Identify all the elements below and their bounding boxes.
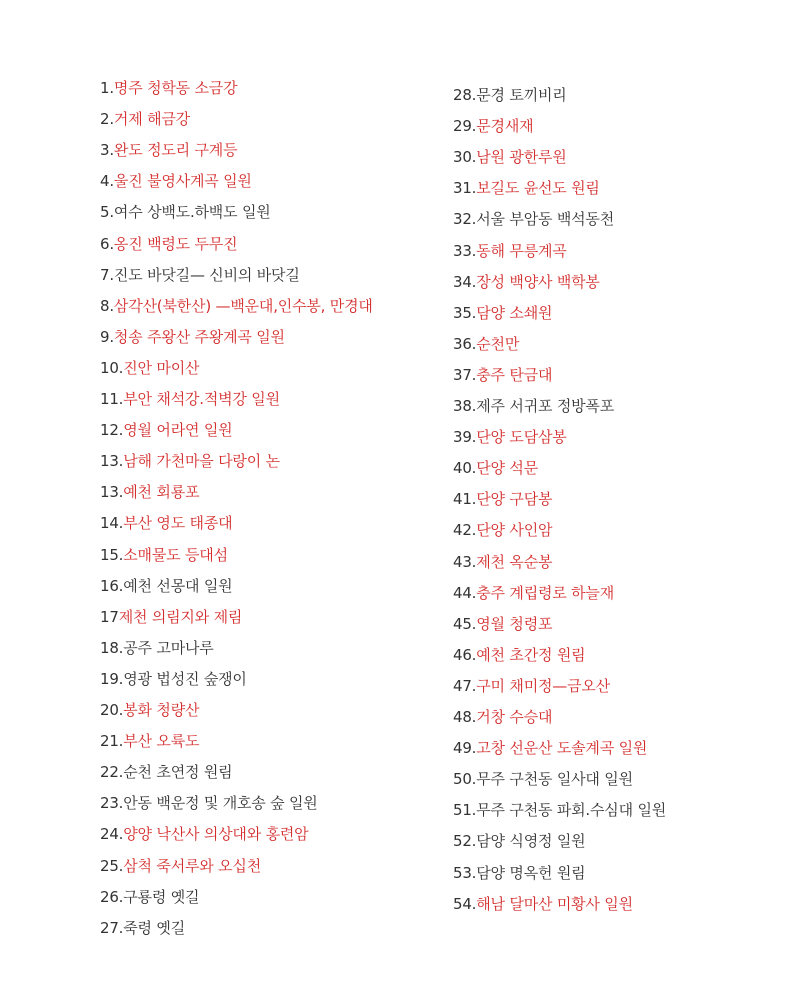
item-text: 예천 초간정 원림 (476, 645, 586, 664)
list-item (453, 147, 567, 167)
list-item (453, 303, 552, 323)
item-text: 단양 사인암 (476, 521, 553, 540)
item-number: 22. (100, 763, 124, 782)
list-item (100, 669, 247, 689)
item-text: 담양 소쇄원 (476, 303, 553, 322)
item-text: 예천 회룡포 (123, 483, 200, 502)
item-text: 부산 오륙도 (123, 732, 200, 751)
item-number: 41. (453, 490, 477, 509)
item-number: 39. (453, 428, 477, 447)
list-item (453, 520, 552, 540)
item-text: 부산 영도 태종대 (123, 514, 233, 533)
item-number: 25. (100, 856, 124, 875)
list-item (100, 327, 285, 347)
list-item (453, 241, 567, 261)
list-item (453, 738, 647, 758)
list-item (453, 178, 600, 198)
item-number: 2. (100, 110, 114, 129)
item-text: 삼각산(북한산) —백운대,인수봉, 만경대 (113, 296, 373, 315)
item-text: 예천 선몽대 일원 (123, 576, 233, 595)
list-item (100, 762, 232, 782)
item-number: 54. (453, 894, 477, 913)
item-number: 31. (453, 179, 477, 198)
item-text: 남원 광한루원 (476, 148, 567, 167)
item-number: 53. (453, 863, 477, 882)
item-number: 13. (100, 452, 124, 471)
item-number: 30. (453, 148, 477, 167)
item-number: 33. (453, 241, 477, 260)
item-text: 여수 상백도.하백도 일원 (113, 203, 271, 222)
item-number: 40. (453, 459, 477, 478)
item-text: 충주 계립령로 하늘재 (476, 583, 615, 602)
item-text: 무주 구천동 파회.수심대 일원 (476, 801, 667, 820)
item-text: 삼척 죽서루와 오십천 (123, 856, 262, 875)
item-text: 문경새재 (476, 117, 534, 136)
item-text: 부안 채석강.적벽강 일원 (123, 390, 280, 408)
item-number: 23. (100, 794, 124, 813)
list-item (100, 700, 199, 720)
item-text: 소매물도 등대섬 (123, 545, 228, 564)
item-text: 영월 어라연 일원 (123, 421, 233, 440)
item-text: 제주 서귀포 정방폭포 (476, 397, 615, 415)
item-number: 36. (453, 334, 477, 353)
item-number: 43. (453, 552, 477, 571)
item-text: 안동 백운정 및 개호송 숲 일원 (123, 794, 318, 813)
item-text: 충주 탄금대 (476, 365, 553, 384)
item-number: 42. (453, 521, 477, 540)
item-number: 50. (453, 770, 477, 789)
item-text: 구미 채미정—금오산 (476, 676, 610, 695)
list-item (100, 638, 214, 658)
list-item (453, 209, 614, 229)
list-item (453, 85, 567, 105)
item-number: 5. (100, 203, 114, 222)
item-number: 7. (100, 265, 114, 284)
list-item (100, 918, 185, 938)
item-text: 제천 의림지와 제림 (118, 607, 243, 626)
list-item (100, 202, 271, 222)
list-item (100, 856, 261, 876)
item-text: 동해 무릉계곡 (476, 241, 567, 260)
item-number: 13. (100, 483, 124, 502)
list-item (453, 458, 538, 478)
item-text: 공주 고마나루 (123, 638, 214, 657)
item-text: 남해 가천마을 다랑이 논 (123, 452, 280, 471)
item-number: 27. (100, 918, 124, 937)
item-number: 20. (100, 701, 124, 719)
item-text: 거제 해금강 (113, 110, 190, 129)
list-item (100, 296, 373, 316)
item-number: 52. (453, 832, 477, 851)
item-number: 6. (100, 234, 114, 253)
list-item (100, 265, 300, 285)
item-text: 단양 구담봉 (476, 490, 553, 509)
list-item (453, 334, 519, 354)
list-item (100, 824, 308, 844)
item-text: 영월 청령포 (476, 614, 553, 633)
item-text: 장성 백양사 백학봉 (476, 272, 600, 291)
item-number: 38. (453, 397, 477, 415)
item-number: 14. (100, 514, 124, 533)
item-text: 봉화 청량산 (123, 701, 200, 719)
list-item (100, 576, 232, 596)
item-text: 거창 수승대 (476, 708, 553, 726)
list-item (100, 482, 199, 502)
list-item (100, 731, 199, 751)
item-number: 29. (453, 117, 477, 136)
item-text: 옹진 백령도 두무진 (113, 234, 238, 253)
item-number: 51. (453, 801, 477, 820)
item-text: 순천 초연정 원림 (123, 763, 233, 782)
list-item (453, 583, 614, 603)
item-number: 8. (100, 296, 114, 315)
item-number: 4. (100, 172, 114, 191)
item-number: 47. (453, 676, 477, 695)
list-item (453, 831, 585, 851)
item-number: 19. (100, 669, 124, 688)
item-text: 양양 낙산사 의상대와 홍련암 (123, 825, 309, 844)
item-text: 죽령 옛길 (123, 918, 185, 937)
item-number: 1. (100, 79, 114, 97)
item-number: 11. (100, 390, 124, 408)
item-text: 완도 정도리 구계등 (113, 141, 238, 160)
item-number: 18. (100, 638, 124, 657)
item-number: 46. (453, 645, 477, 664)
item-text: 명주 청학동 소금강 (113, 79, 238, 97)
list-item (453, 800, 666, 820)
item-number: 12. (100, 421, 124, 440)
list-item (100, 234, 237, 254)
list-item (100, 513, 232, 533)
item-text: 무주 구천동 일사대 일원 (476, 770, 633, 789)
list-item (453, 396, 614, 416)
list-item (100, 451, 280, 471)
item-text: 문경 토끼비리 (476, 86, 567, 104)
item-number: 9. (100, 327, 114, 346)
list-item (453, 769, 633, 789)
item-text: 고창 선운산 도솔계곡 일원 (476, 739, 648, 758)
item-number: 15. (100, 545, 124, 564)
list-item (100, 171, 252, 191)
item-text: 울진 불영사계곡 일원 (113, 172, 252, 191)
item-text: 순천만 (476, 334, 520, 353)
item-number: 49. (453, 739, 477, 758)
list-item (453, 489, 552, 509)
item-number: 17 (100, 607, 119, 626)
list-item (453, 645, 585, 665)
list-item (100, 607, 242, 627)
item-number: 24. (100, 825, 124, 844)
item-text: 담양 식영정 일원 (476, 832, 586, 851)
list-item (453, 365, 552, 385)
item-text: 제천 옥순봉 (476, 552, 553, 571)
item-number: 10. (100, 358, 124, 377)
list-item (100, 109, 190, 129)
item-number: 21. (100, 732, 124, 751)
list-item (453, 552, 552, 572)
item-text: 영광 법성진 숲쟁이 (123, 669, 247, 688)
list-item (100, 78, 237, 98)
item-text: 진안 마이산 (123, 358, 200, 377)
list-item (100, 420, 232, 440)
list-item (453, 894, 633, 914)
item-text: 단양 도담삼봉 (476, 428, 567, 447)
item-text: 서울 부암동 백석동천 (476, 210, 615, 229)
item-number: 34. (453, 272, 477, 291)
item-number: 16. (100, 576, 124, 595)
item-text: 구룡령 옛길 (123, 887, 200, 906)
item-text: 보길도 윤선도 원림 (476, 179, 600, 198)
list-item (100, 793, 318, 813)
list-item (100, 887, 199, 907)
item-number: 32. (453, 210, 477, 229)
item-number: 44. (453, 583, 477, 602)
item-text: 청송 주왕산 주왕계곡 일원 (113, 327, 285, 346)
item-text: 진도 바닷길— 신비의 바닷길 (113, 265, 300, 284)
list-item (453, 272, 600, 292)
item-number: 48. (453, 708, 477, 726)
item-text: 해남 달마산 미황사 일원 (476, 894, 633, 913)
item-number: 45. (453, 614, 477, 633)
list-item (453, 676, 610, 696)
item-number: 28. (453, 86, 477, 104)
list-item (100, 358, 199, 378)
list-item (453, 707, 552, 727)
item-number: 26. (100, 887, 124, 906)
item-number: 37. (453, 365, 477, 384)
list-item (453, 863, 585, 883)
list-item (453, 427, 567, 447)
item-text: 담양 명옥헌 원림 (476, 863, 586, 882)
list-item (100, 389, 280, 409)
item-text: 단양 석문 (476, 459, 538, 478)
list-item (453, 614, 552, 634)
item-number: 35. (453, 303, 477, 322)
item-number: 3. (100, 141, 114, 160)
list-item (100, 140, 237, 160)
list-item (453, 116, 533, 136)
list-item (100, 545, 228, 565)
